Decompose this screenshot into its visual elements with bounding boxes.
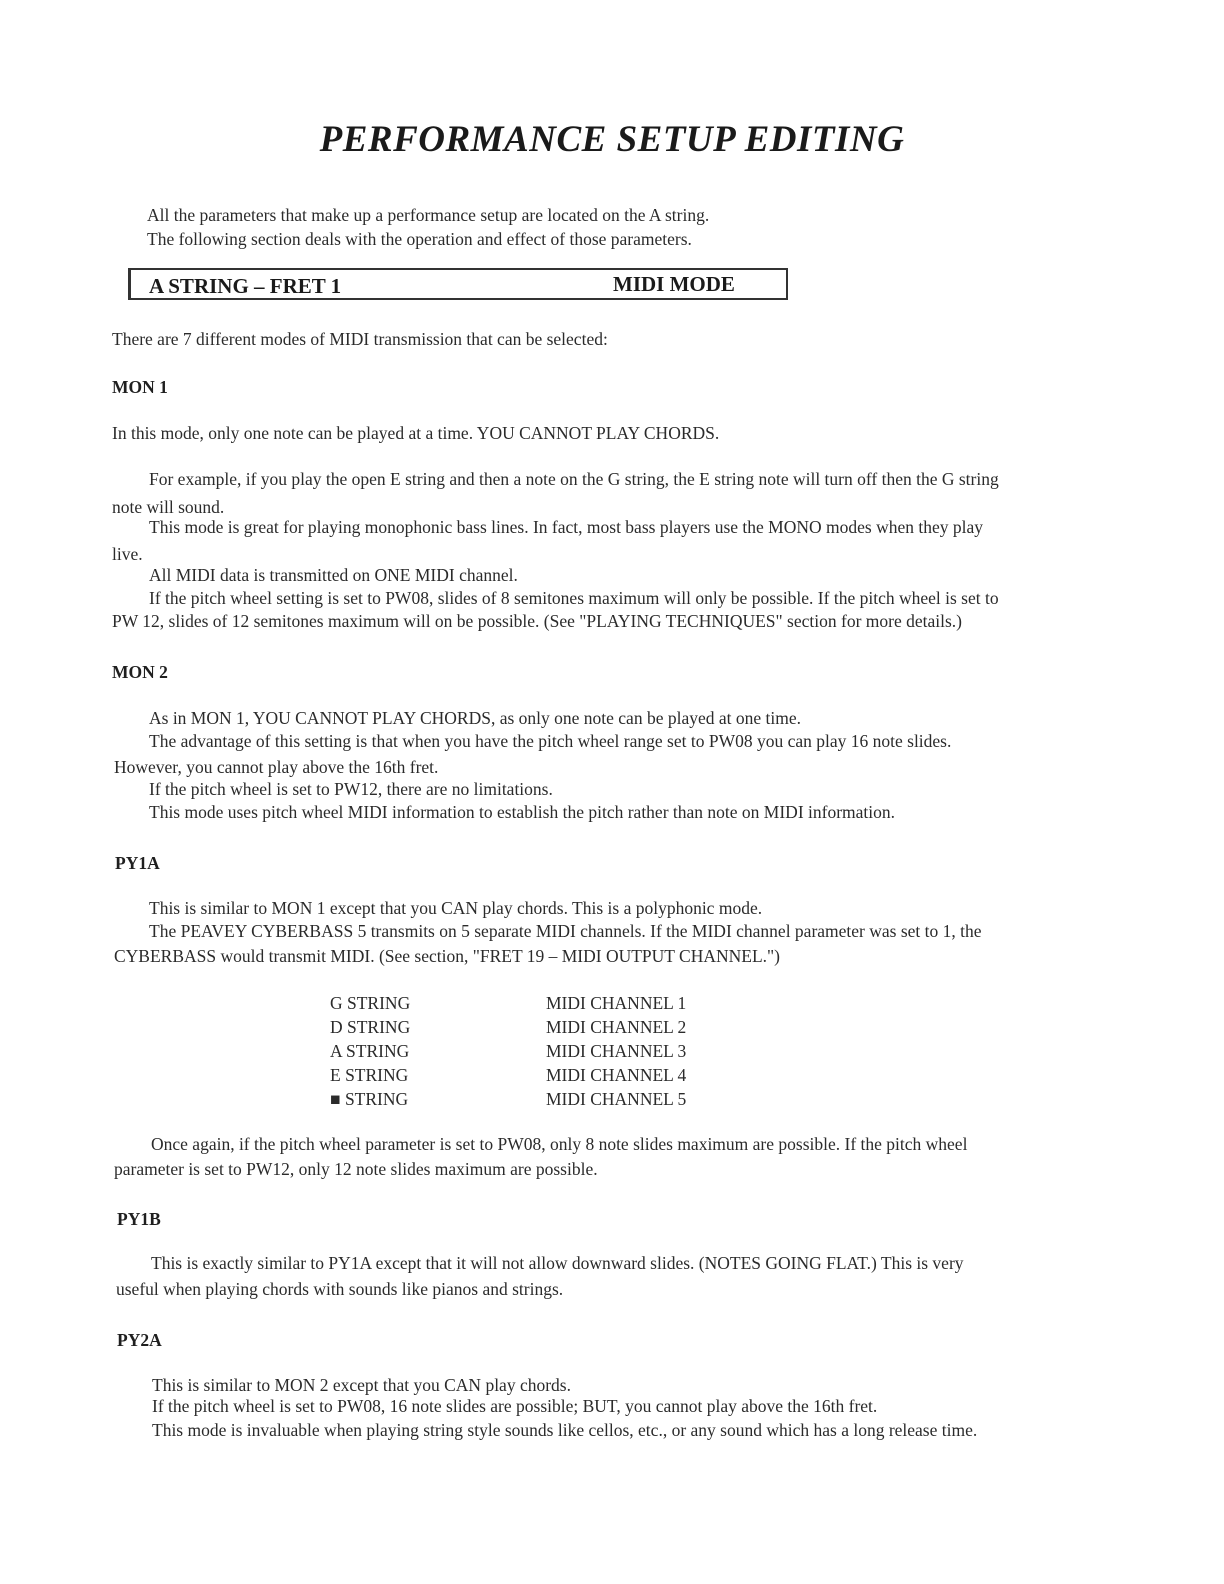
- table-channel: MIDI CHANNEL 1: [546, 993, 687, 1013]
- mon1-line: For example, if you play the open E string and then a note on the G string, the E string note will turn off then the G string: [149, 469, 999, 489]
- modes-intro: There are 7 different modes of MIDI transmission that can be selected:: [112, 329, 608, 349]
- py2a-line: If the pitch wheel is set to PW08, 16 note slides are possible; BUT, you cannot play above the 16th fret.: [152, 1396, 878, 1416]
- table-string: E STRING: [330, 1065, 409, 1085]
- section-header-box: [128, 268, 788, 300]
- mon1-line: In this mode, only one note can be played at a time. YOU CANNOT PLAY CHORDS.: [112, 423, 720, 443]
- table-string: G STRING: [330, 993, 411, 1013]
- mon1-heading: MON 1: [112, 377, 168, 397]
- mon2-line: However, you cannot play above the 16th fret.: [114, 757, 439, 777]
- mon2-line: If the pitch wheel is set to PW12, there are no limitations.: [149, 779, 553, 799]
- py2a-line: This is similar to MON 2 except that you CAN play chords.: [152, 1375, 571, 1395]
- mon2-line: The advantage of this setting is that when you have the pitch wheel range set to PW08 you can play 16 note slides.: [149, 731, 952, 751]
- py2a-heading: PY2A: [117, 1330, 162, 1350]
- py1b-line: useful when playing chords with sounds like pianos and strings.: [116, 1279, 564, 1299]
- py1b-line: This is exactly similar to PY1A except that it will not allow downward slides. (NOTES GOING FLAT.) This is very: [151, 1253, 964, 1273]
- table-channel: MIDI CHANNEL 4: [546, 1065, 687, 1085]
- py2a-line: This mode is invaluable when playing string style sounds like cellos, etc., or any sound which has a long release time.: [152, 1420, 978, 1440]
- mon1-line: live.: [112, 544, 143, 564]
- section-header-fret: A STRING – FRET 1: [149, 274, 342, 298]
- py1a-line: CYBERBASS would transmit MIDI. (See section, "FRET 19 – MIDI OUTPUT CHANNEL."): [114, 946, 780, 966]
- mon1-line: If the pitch wheel setting is set to PW08, slides of 8 semitones maximum will only be possible. If the pitch wheel is set to: [149, 588, 999, 608]
- table-channel: MIDI CHANNEL 5: [546, 1089, 687, 1109]
- py1a-heading: PY1A: [115, 853, 160, 873]
- py1a-after-line: parameter is set to PW12, only 12 note slides maximum are possible.: [114, 1159, 598, 1179]
- mon1-line: All MIDI data is transmitted on ONE MIDI channel.: [149, 565, 518, 585]
- mon2-line: This mode uses pitch wheel MIDI information to establish the pitch rather than note on MIDI information.: [149, 802, 896, 822]
- py1a-after-line: Once again, if the pitch wheel parameter is set to PW08, only 8 note slides maximum are possible. If the pitch wheel: [151, 1134, 968, 1154]
- table-channel: MIDI CHANNEL 3: [546, 1041, 687, 1061]
- page-title: PERFORMANCE SETUP EDITING: [319, 119, 905, 160]
- table-channel: MIDI CHANNEL 2: [546, 1017, 687, 1037]
- intro-line-1: All the parameters that make up a performance setup are located on the A string.: [147, 205, 710, 225]
- mon1-line: This mode is great for playing monophonic bass lines. In fact, most bass players use the MONO modes when they play: [149, 517, 984, 537]
- py1b-heading: PY1B: [117, 1209, 161, 1229]
- intro-line-2: The following section deals with the operation and effect of those parameters.: [147, 229, 692, 249]
- mon1-line: PW 12, slides of 12 semitones maximum will on be possible. (See "PLAYING TECHNIQUES" section for more details.): [112, 611, 962, 631]
- py1a-line: The PEAVEY CYBERBASS 5 transmits on 5 separate MIDI channels. If the MIDI channel parameter was set to 1, the: [149, 921, 982, 941]
- mon2-heading: MON 2: [112, 662, 168, 682]
- section-header-parameter: MIDI MODE: [613, 272, 735, 296]
- py1a-line: This is similar to MON 1 except that you CAN play chords. This is a polyphonic mode.: [149, 898, 763, 918]
- table-string: ■ STRING: [330, 1089, 409, 1109]
- table-string: A STRING: [330, 1041, 410, 1061]
- mon1-line: note will sound.: [112, 497, 225, 517]
- mon2-line: As in MON 1, YOU CANNOT PLAY CHORDS, as only one note can be played at one time.: [149, 708, 801, 728]
- table-string: D STRING: [330, 1017, 411, 1037]
